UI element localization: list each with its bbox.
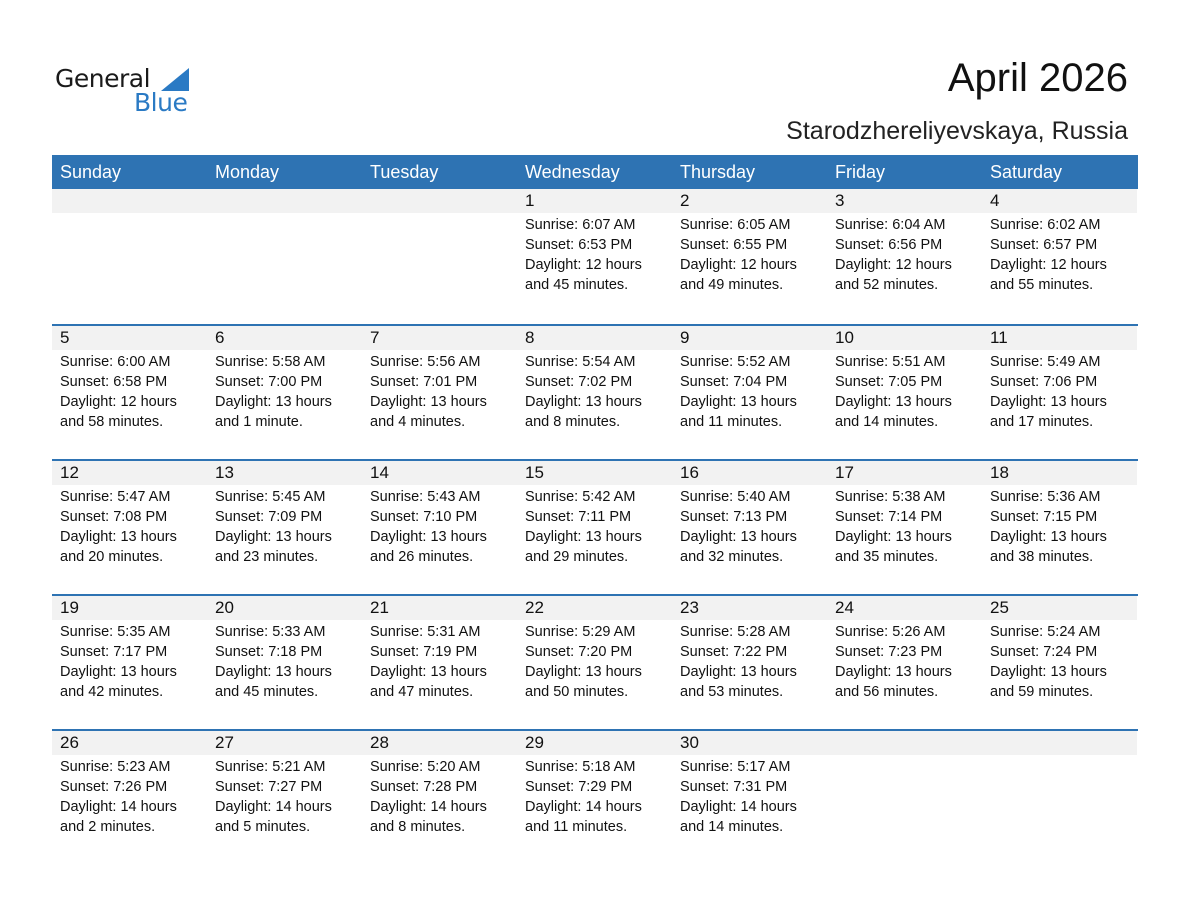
day-cell — [207, 731, 362, 864]
daylight-text: Daylight: 12 hours — [990, 257, 1107, 273]
sunset-text: Sunset: 7:15 PM — [990, 509, 1098, 525]
daylight-text: Daylight: 14 hours — [680, 799, 797, 815]
day-number: 30 — [672, 731, 827, 755]
empty-day-cell — [207, 189, 362, 324]
day-number — [827, 731, 982, 755]
week-row-inner — [52, 461, 1138, 594]
daylight-minutes-text: and 17 minutes. — [990, 414, 1094, 430]
week-row-inner — [52, 326, 1138, 459]
sunrise-text: Sunrise: 5:24 AM — [990, 624, 1101, 640]
day-number: 21 — [362, 596, 517, 620]
day-cell — [52, 596, 207, 729]
day-sun-info — [827, 620, 982, 702]
day-cell — [517, 326, 672, 459]
weekday-saturday: Saturday — [990, 162, 1063, 182]
day-sun-info — [52, 620, 207, 702]
daylight-minutes-text: and 50 minutes. — [525, 684, 629, 700]
daylight-text: Daylight: 13 hours — [60, 664, 177, 680]
day-number: 7 — [362, 326, 517, 350]
daylight-text: Daylight: 13 hours — [680, 664, 797, 680]
day-sun-info — [517, 350, 672, 432]
empty-day-cell — [827, 731, 982, 864]
sunset-text: Sunset: 7:09 PM — [215, 509, 323, 525]
day-sun-info — [827, 485, 982, 567]
day-cell — [672, 461, 827, 594]
daylight-text: Daylight: 13 hours — [370, 529, 487, 545]
day-sun-info — [517, 213, 672, 295]
day-sun-info — [982, 620, 1137, 702]
daylight-text: Daylight: 13 hours — [525, 529, 642, 545]
day-number: 26 — [52, 731, 207, 755]
daylight-minutes-text: and 58 minutes. — [60, 414, 164, 430]
daylight-text: Daylight: 13 hours — [215, 664, 332, 680]
sunset-text: Sunset: 6:58 PM — [60, 374, 168, 390]
sunrise-text: Sunrise: 5:17 AM — [680, 759, 791, 775]
day-cell — [672, 326, 827, 459]
day-sun-info — [982, 485, 1137, 567]
daylight-text: Daylight: 13 hours — [60, 529, 177, 545]
day-number: 19 — [52, 596, 207, 620]
week-row — [52, 594, 1138, 729]
daylight-minutes-text: and 45 minutes. — [215, 684, 319, 700]
daylight-minutes-text: and 11 minutes. — [525, 819, 628, 835]
daylight-text: Daylight: 13 hours — [680, 394, 797, 410]
sunset-text: Sunset: 6:56 PM — [835, 237, 943, 253]
day-cell — [982, 596, 1137, 729]
daylight-minutes-text: and 59 minutes. — [990, 684, 1094, 700]
day-cell — [982, 326, 1137, 459]
day-number: 28 — [362, 731, 517, 755]
day-number: 12 — [52, 461, 207, 485]
daylight-text: Daylight: 13 hours — [990, 529, 1107, 545]
sunset-text: Sunset: 7:28 PM — [370, 779, 478, 795]
day-number: 22 — [517, 596, 672, 620]
day-sun-info — [672, 213, 827, 295]
sunrise-text: Sunrise: 5:51 AM — [835, 354, 946, 370]
day-number: 18 — [982, 461, 1137, 485]
daylight-text: Daylight: 13 hours — [990, 664, 1107, 680]
daylight-text: Daylight: 13 hours — [835, 664, 952, 680]
day-number: 25 — [982, 596, 1137, 620]
calendar-grid — [52, 155, 1138, 864]
day-cell — [362, 731, 517, 864]
daylight-text: Daylight: 14 hours — [525, 799, 642, 815]
day-sun-info — [672, 485, 827, 567]
daylight-text: Daylight: 13 hours — [370, 664, 487, 680]
day-number: 10 — [827, 326, 982, 350]
daylight-minutes-text: and 32 minutes. — [680, 549, 784, 565]
day-number: 16 — [672, 461, 827, 485]
day-cell — [827, 326, 982, 459]
sunset-text: Sunset: 7:02 PM — [525, 374, 633, 390]
daylight-minutes-text: and 53 minutes. — [680, 684, 784, 700]
day-number: 13 — [207, 461, 362, 485]
day-sun-info — [207, 350, 362, 432]
sunset-text: Sunset: 7:11 PM — [525, 509, 632, 525]
day-sun-info — [517, 485, 672, 567]
day-number: 5 — [52, 326, 207, 350]
weekday-friday: Friday — [835, 162, 886, 182]
week-row — [52, 324, 1138, 459]
day-sun-info — [52, 350, 207, 432]
daylight-text: Daylight: 14 hours — [60, 799, 177, 815]
day-sun-info — [207, 485, 362, 567]
sunrise-text: Sunrise: 5:36 AM — [990, 489, 1101, 505]
day-number: 6 — [207, 326, 362, 350]
daylight-text: Daylight: 13 hours — [680, 529, 797, 545]
sunrise-text: Sunrise: 6:00 AM — [60, 354, 171, 370]
day-cell — [52, 326, 207, 459]
day-cell — [207, 326, 362, 459]
sunset-text: Sunset: 6:55 PM — [680, 237, 788, 253]
day-sun-info — [517, 755, 672, 837]
day-sun-info — [672, 755, 827, 837]
daylight-minutes-text: and 56 minutes. — [835, 684, 939, 700]
day-cell — [517, 731, 672, 864]
sunset-text: Sunset: 7:19 PM — [370, 644, 478, 660]
sunrise-text: Sunrise: 6:02 AM — [990, 217, 1101, 233]
sunset-text: Sunset: 7:06 PM — [990, 374, 1098, 390]
day-number: 2 — [672, 189, 827, 213]
day-cell — [362, 596, 517, 729]
sunrise-text: Sunrise: 5:45 AM — [215, 489, 326, 505]
day-cell — [827, 189, 982, 324]
daylight-text: Daylight: 13 hours — [990, 394, 1107, 410]
week-row-inner — [52, 731, 1138, 864]
day-number: 14 — [362, 461, 517, 485]
day-cell — [362, 326, 517, 459]
daylight-text: Daylight: 13 hours — [215, 394, 332, 410]
sunset-text: Sunset: 7:22 PM — [680, 644, 788, 660]
day-cell — [517, 596, 672, 729]
sunrise-text: Sunrise: 6:04 AM — [835, 217, 946, 233]
day-sun-info — [517, 620, 672, 702]
sunrise-text: Sunrise: 5:21 AM — [215, 759, 326, 775]
day-cell — [827, 596, 982, 729]
sunset-text: Sunset: 6:57 PM — [990, 237, 1098, 253]
logo-text-general: General — [55, 64, 151, 93]
day-sun-info — [672, 350, 827, 432]
daylight-minutes-text: and 38 minutes. — [990, 549, 1094, 565]
weekday-sunday: Sunday — [60, 162, 122, 182]
sunrise-text: Sunrise: 5:38 AM — [835, 489, 946, 505]
day-number: 11 — [982, 326, 1137, 350]
sunrise-text: Sunrise: 5:33 AM — [215, 624, 326, 640]
sunset-text: Sunset: 7:13 PM — [680, 509, 788, 525]
day-cell — [517, 189, 672, 324]
day-cell — [52, 731, 207, 864]
sunrise-text: Sunrise: 5:54 AM — [525, 354, 636, 370]
daylight-minutes-text: and 45 minutes. — [525, 277, 629, 293]
daylight-minutes-text: and 49 minutes. — [680, 277, 784, 293]
sunset-text: Sunset: 7:27 PM — [215, 779, 323, 795]
empty-day-cell — [362, 189, 517, 324]
day-number — [207, 189, 362, 213]
daylight-minutes-text: and 5 minutes. — [215, 819, 311, 835]
daylight-minutes-text: and 42 minutes. — [60, 684, 164, 700]
weekday-monday: Monday — [215, 162, 280, 182]
daylight-minutes-text: and 11 minutes. — [680, 414, 783, 430]
daylight-text: Daylight: 12 hours — [60, 394, 177, 410]
sunset-text: Sunset: 7:29 PM — [525, 779, 633, 795]
day-number: 23 — [672, 596, 827, 620]
day-number: 8 — [517, 326, 672, 350]
weekday-tuesday: Tuesday — [370, 162, 439, 182]
daylight-minutes-text: and 14 minutes. — [680, 819, 784, 835]
daylight-text: Daylight: 13 hours — [525, 394, 642, 410]
logo-text-blue: Blue — [134, 88, 188, 117]
sunrise-text: Sunrise: 5:28 AM — [680, 624, 791, 640]
day-number — [982, 731, 1137, 755]
day-number: 27 — [207, 731, 362, 755]
week-row — [52, 459, 1138, 594]
sunset-text: Sunset: 6:53 PM — [525, 237, 633, 253]
daylight-minutes-text: and 23 minutes. — [215, 549, 319, 565]
day-sun-info — [982, 350, 1137, 432]
day-number: 17 — [827, 461, 982, 485]
sunrise-text: Sunrise: 6:05 AM — [680, 217, 791, 233]
day-sun-info — [672, 620, 827, 702]
day-cell — [207, 461, 362, 594]
day-sun-info — [362, 485, 517, 567]
sunrise-text: Sunrise: 5:20 AM — [370, 759, 481, 775]
day-cell — [982, 189, 1137, 324]
week-row-inner — [52, 596, 1138, 729]
logo — [55, 64, 205, 124]
sunrise-text: Sunrise: 5:58 AM — [215, 354, 326, 370]
daylight-minutes-text: and 52 minutes. — [835, 277, 939, 293]
sunrise-text: Sunrise: 5:18 AM — [525, 759, 636, 775]
daylight-text: Daylight: 13 hours — [835, 394, 952, 410]
day-cell — [672, 189, 827, 324]
sunset-text: Sunset: 7:20 PM — [525, 644, 633, 660]
day-sun-info — [982, 213, 1137, 295]
weekday-header-row — [52, 155, 1138, 189]
sunrise-text: Sunrise: 5:29 AM — [525, 624, 636, 640]
daylight-minutes-text: and 8 minutes. — [370, 819, 466, 835]
daylight-minutes-text: and 4 minutes. — [370, 414, 466, 430]
daylight-minutes-text: and 1 minute. — [215, 414, 303, 430]
day-number: 1 — [517, 189, 672, 213]
day-sun-info — [207, 755, 362, 837]
day-cell — [362, 461, 517, 594]
day-cell — [982, 461, 1137, 594]
daylight-text: Daylight: 14 hours — [215, 799, 332, 815]
sunrise-text: Sunrise: 5:26 AM — [835, 624, 946, 640]
daylight-minutes-text: and 55 minutes. — [990, 277, 1094, 293]
daylight-minutes-text: and 2 minutes. — [60, 819, 156, 835]
empty-day-cell — [982, 731, 1137, 864]
daylight-text: Daylight: 13 hours — [525, 664, 642, 680]
day-cell — [207, 596, 362, 729]
day-sun-info — [207, 620, 362, 702]
sunset-text: Sunset: 7:17 PM — [60, 644, 168, 660]
sunrise-text: Sunrise: 5:43 AM — [370, 489, 481, 505]
sunrise-text: Sunrise: 5:47 AM — [60, 489, 171, 505]
sunrise-text: Sunrise: 5:42 AM — [525, 489, 636, 505]
daylight-text: Daylight: 13 hours — [835, 529, 952, 545]
day-number: 9 — [672, 326, 827, 350]
daylight-minutes-text: and 8 minutes. — [525, 414, 621, 430]
weekday-thursday: Thursday — [680, 162, 756, 182]
sunset-text: Sunset: 7:24 PM — [990, 644, 1098, 660]
sunrise-text: Sunrise: 5:23 AM — [60, 759, 171, 775]
weekday-wednesday: Wednesday — [525, 162, 620, 182]
daylight-text: Daylight: 13 hours — [370, 394, 487, 410]
sunrise-text: Sunrise: 5:56 AM — [370, 354, 481, 370]
week-row-inner — [52, 189, 1138, 324]
daylight-text: Daylight: 12 hours — [835, 257, 952, 273]
daylight-minutes-text: and 20 minutes. — [60, 549, 164, 565]
day-cell — [827, 461, 982, 594]
sunset-text: Sunset: 7:00 PM — [215, 374, 323, 390]
day-sun-info — [362, 755, 517, 837]
daylight-minutes-text: and 14 minutes. — [835, 414, 939, 430]
sunrise-text: Sunrise: 5:49 AM — [990, 354, 1101, 370]
week-row — [52, 189, 1138, 324]
sunrise-text: Sunrise: 6:07 AM — [525, 217, 636, 233]
day-number: 20 — [207, 596, 362, 620]
sunrise-text: Sunrise: 5:35 AM — [60, 624, 171, 640]
sunrise-text: Sunrise: 5:40 AM — [680, 489, 791, 505]
sunset-text: Sunset: 7:31 PM — [680, 779, 788, 795]
day-cell — [672, 596, 827, 729]
sunset-text: Sunset: 7:01 PM — [370, 374, 478, 390]
day-number — [362, 189, 517, 213]
day-number: 15 — [517, 461, 672, 485]
location-subtitle: Starodzhereliyevskaya, Russia — [786, 117, 1128, 145]
daylight-minutes-text: and 47 minutes. — [370, 684, 474, 700]
empty-day-cell — [52, 189, 207, 324]
sunset-text: Sunset: 7:08 PM — [60, 509, 168, 525]
daylight-text: Daylight: 13 hours — [215, 529, 332, 545]
sunrise-text: Sunrise: 5:31 AM — [370, 624, 481, 640]
sunset-text: Sunset: 7:26 PM — [60, 779, 168, 795]
sunset-text: Sunset: 7:04 PM — [680, 374, 788, 390]
sunset-text: Sunset: 7:23 PM — [835, 644, 943, 660]
day-sun-info — [827, 213, 982, 295]
sunset-text: Sunset: 7:18 PM — [215, 644, 323, 660]
day-number: 3 — [827, 189, 982, 213]
daylight-minutes-text: and 29 minutes. — [525, 549, 629, 565]
sunset-text: Sunset: 7:10 PM — [370, 509, 478, 525]
day-cell — [517, 461, 672, 594]
daylight-text: Daylight: 12 hours — [525, 257, 642, 273]
sunset-text: Sunset: 7:14 PM — [835, 509, 943, 525]
week-row — [52, 729, 1138, 864]
sunrise-text: Sunrise: 5:52 AM — [680, 354, 791, 370]
day-number: 29 — [517, 731, 672, 755]
day-cell — [672, 731, 827, 864]
day-sun-info — [362, 620, 517, 702]
daylight-minutes-text: and 26 minutes. — [370, 549, 474, 565]
day-number — [52, 189, 207, 213]
day-number: 4 — [982, 189, 1137, 213]
daylight-minutes-text: and 35 minutes. — [835, 549, 939, 565]
weeks-container — [52, 189, 1138, 864]
sunset-text: Sunset: 7:05 PM — [835, 374, 943, 390]
day-sun-info — [362, 350, 517, 432]
day-sun-info — [52, 485, 207, 567]
day-number: 24 — [827, 596, 982, 620]
daylight-text: Daylight: 12 hours — [680, 257, 797, 273]
page-title: April 2026 — [947, 56, 1128, 100]
day-cell — [52, 461, 207, 594]
daylight-text: Daylight: 14 hours — [370, 799, 487, 815]
day-sun-info — [52, 755, 207, 837]
day-sun-info — [827, 350, 982, 432]
